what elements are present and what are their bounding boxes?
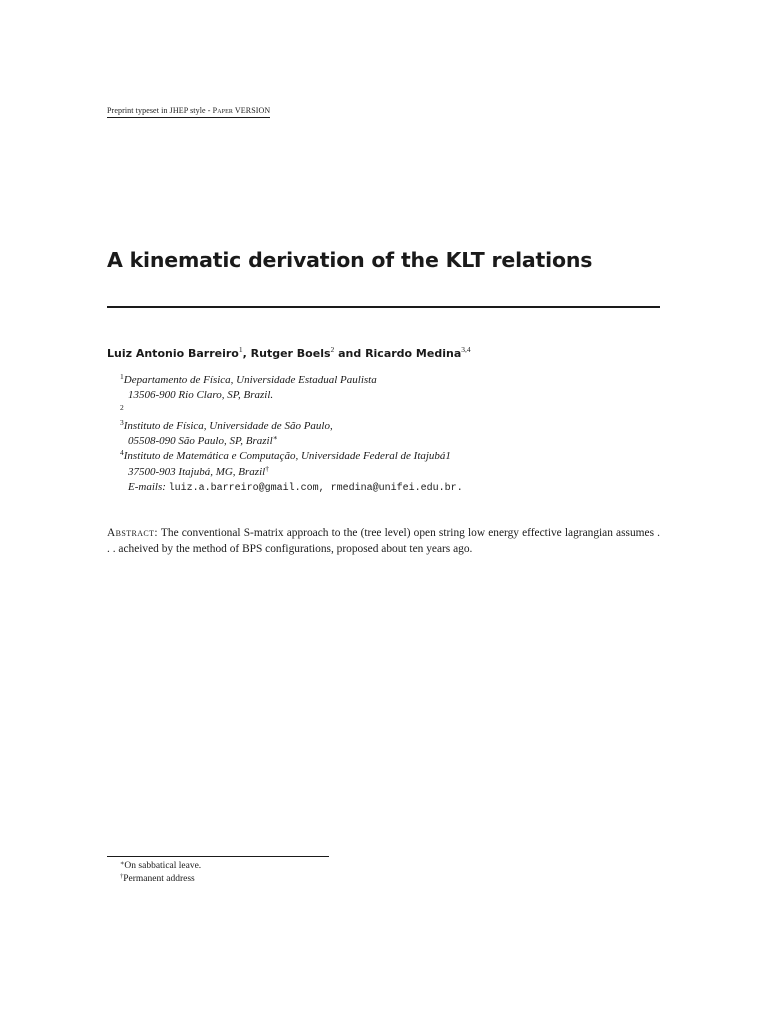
affiliation-line <box>120 465 463 480</box>
author-name: Ricardo Medina <box>365 347 462 360</box>
affiliations <box>120 373 463 495</box>
affiliation-text: Instituto de Matemática e Computação, Universidade Federal de Itajubá1 <box>123 450 451 463</box>
author-affil-mark: 2 <box>330 345 335 354</box>
footnote-mark: ∗ <box>120 860 125 867</box>
affiliation-text: Instituto de Física, Universidade de São Paulo, <box>123 419 333 432</box>
email-addresses[interactable]: luiz.a.barreiro@gmail.com, rmedina@unifei.edu.br <box>168 483 457 495</box>
footnote <box>120 873 201 886</box>
affiliation-text: 13506-900 Rio Claro, SP, Brazil. <box>128 389 274 402</box>
affiliation-line <box>120 388 463 403</box>
affiliation-line <box>120 419 463 434</box>
author-list <box>107 345 471 363</box>
abstract <box>107 525 660 557</box>
email-line <box>120 480 463 495</box>
affiliation-text: 05508-090 São Paulo, SP, Brazil <box>128 435 273 448</box>
footnote-text: On sabbatical leave. <box>124 861 202 871</box>
affiliation-line <box>120 449 463 464</box>
author-affil-mark: 1 <box>238 345 243 354</box>
email-period: . <box>456 483 463 495</box>
author-affil-mark: 3,4 <box>461 345 471 354</box>
preprint-smallcaps: aper <box>217 106 233 115</box>
preprint-suffix: VERSION <box>232 106 271 115</box>
footnote-text: Permanent address <box>123 873 195 884</box>
footnote-mark: † <box>265 463 269 473</box>
affiliation-text: 37500-903 Itajubá, MG, Brazil <box>128 465 266 478</box>
author-separator: , <box>242 347 251 360</box>
author-name: Luiz Antonio Barreiro <box>107 347 239 360</box>
author-name: Rutger Boels <box>250 347 331 360</box>
affiliation-number: 4 <box>120 448 124 458</box>
footnote-mark: † <box>120 872 124 880</box>
email-label: E-mails: <box>128 481 169 494</box>
author-separator: and <box>334 347 366 360</box>
paper-title: A kinematic derivation of the KLT relations <box>107 248 593 272</box>
affiliation-text: Departamento de Física, Universidade Estadual Paulista <box>123 374 377 386</box>
footnote-rule <box>107 856 329 857</box>
footnotes <box>120 860 201 885</box>
affiliation-line <box>120 434 463 449</box>
affiliation-line <box>120 404 463 419</box>
affiliation-number: 3 <box>120 417 124 427</box>
affiliation-number: 2 <box>120 402 124 412</box>
abstract-text: The conventional S-matrix approach to the (tree level) open string low energy effective lagrangian assumes . . . acheived by the method of BPS configurations, proposed about ten years ago. <box>107 527 660 556</box>
affiliation-line <box>120 373 463 388</box>
footnote <box>120 860 201 873</box>
preprint-header <box>107 106 270 118</box>
abstract-label: Abstract: <box>107 527 158 539</box>
preprint-prefix: Preprint typeset in JHEP style - P <box>107 106 218 115</box>
affiliation-number: 1 <box>120 372 124 381</box>
title-rule <box>107 306 660 308</box>
footnote-mark: ∗ <box>272 433 278 443</box>
